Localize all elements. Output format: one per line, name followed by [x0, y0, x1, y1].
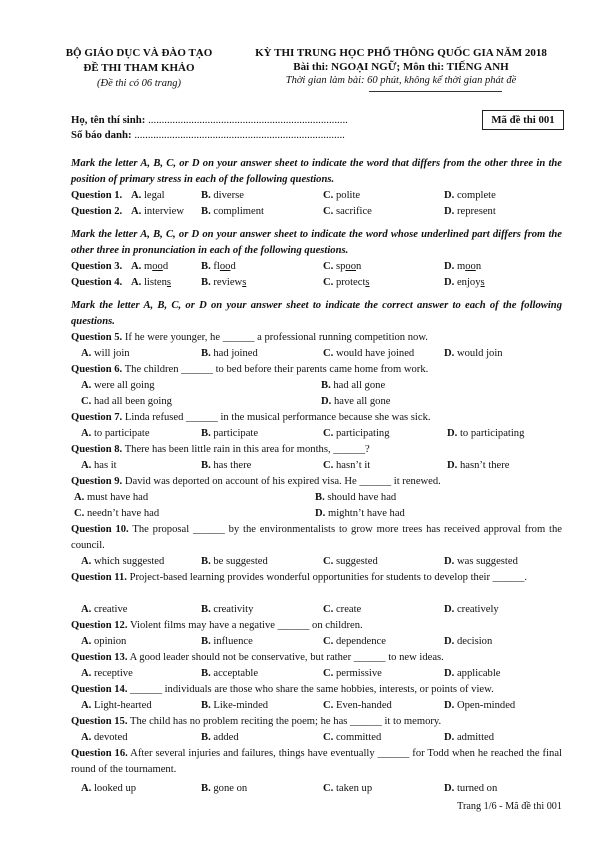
question-13-stem: Question 13. A good leader should not be conservative, but rather ______ to new ideas. [71, 652, 444, 663]
option-c: C. sacrifice [323, 206, 372, 217]
option-c: C. hasn’t it [323, 460, 371, 471]
exam-type: ĐỀ THI THAM KHẢO [83, 62, 195, 74]
candidate-name-dots: .......................................................................... [145, 114, 348, 126]
question-15-options [71, 730, 562, 746]
option-b: B. reviews [201, 277, 247, 288]
option-a: A. to participate [81, 428, 150, 439]
option-d: D. was suggested [444, 556, 518, 567]
question-9-stem: Question 9. David was deported on account of his expired visa. He ______ it renewed. [71, 476, 441, 487]
option-b: B. had joined [201, 348, 258, 359]
option-d: D. represent [444, 206, 496, 217]
page-footer: Trang 1/6 - Mã đề thi 001 [457, 801, 562, 812]
option-d: D. decision [444, 636, 493, 647]
option-b: B. participate [201, 428, 259, 439]
option-d: D. applicable [444, 668, 501, 679]
exam-subject: Bài thi: NGOẠI NGỮ; Môn thi: TIẾNG ANH [293, 61, 509, 73]
option-d: D. have all gone [321, 396, 391, 407]
question-16-stem: Question 16. After several injuries and failures, things have eventually ______ for Todd when he reached the final round of the tournament. [71, 748, 562, 775]
option-c: C. spoon [323, 261, 362, 272]
question-8-options [71, 458, 562, 474]
option-d: D. mightn’t have had [315, 508, 405, 519]
question-10-options [71, 554, 562, 570]
question-7-options [71, 426, 562, 442]
question-1 [71, 188, 562, 204]
question-14-stem: Question 14. ______ individuals are those who share the same hobbies, interests, or points of view. [71, 684, 494, 695]
option-a: A. Light-hearted [81, 700, 152, 711]
option-a: A. has it [81, 460, 117, 471]
question-15-stem: Question 15. The child has no problem reciting the poem; he has ______ it to memory. [71, 716, 442, 727]
candidate-name-label: Họ, tên thí sinh: [71, 114, 146, 126]
instruction-pronunciation: Mark the letter A, B, C, or D on your answer sheet to indicate the word whose underlined part differs from the other three in pronunciation in each of the following questions. [71, 229, 562, 256]
question-14-options [71, 698, 562, 714]
question-13-options [71, 666, 562, 682]
option-a: A. mood [131, 261, 169, 272]
exam-title: KỲ THI TRUNG HỌC PHỔ THÔNG QUỐC GIA NĂM 2018 [255, 47, 547, 59]
option-b: B. flood [201, 261, 236, 272]
question-12-options [71, 634, 562, 650]
option-c: C. create [323, 604, 362, 615]
ministry-name: BỘ GIÁO DỤC VÀ ĐÀO TẠO [65, 47, 213, 59]
option-c: C. dependence [323, 636, 386, 647]
option-a: A. interview [131, 206, 184, 217]
option-c: C. needn’t have had [74, 508, 160, 519]
question-8-stem: Question 8. There has been little rain in this area for months, ______? [71, 444, 370, 455]
question-11-options [71, 602, 562, 618]
question-label: Question 2. [71, 206, 123, 217]
option-b: B. acceptable [201, 668, 259, 679]
candidate-name-line [71, 114, 391, 126]
option-b: B. had all gone [321, 380, 386, 391]
option-a: A. listens [131, 277, 172, 288]
option-d: D. complete [444, 190, 496, 201]
question-5-stem: Question 5. If he were younger, he ______ a professional running competition now. [71, 332, 428, 343]
option-d: D. to participating [447, 428, 525, 439]
option-b: B. should have had [315, 492, 397, 503]
question-11-stem: Question 11. Project-based learning provides wonderful opportunities for students to develop their ______. [71, 572, 528, 583]
option-c: C. permissive [323, 668, 382, 679]
option-d: D. hasn’t there [447, 460, 510, 471]
pages-note: (Đề thi có 06 trang) [97, 78, 181, 89]
candidate-id-label: Số báo danh: [71, 129, 132, 141]
question-label: Question 1. [71, 190, 123, 201]
option-a: A. looked up [81, 783, 137, 794]
option-a: A. creative [81, 604, 128, 615]
instruction-stress: Mark the letter A, B, C, or D on your answer sheet to indicate the word that differs from the other three in the position of primary stress in each of the following questions. [71, 158, 562, 185]
question-7-stem: Question 7. Linda refused ______ in the musical performance because she was sick. [71, 412, 431, 423]
option-d: D. creatively [444, 604, 499, 615]
option-a: A. will join [81, 348, 130, 359]
question-5-options [71, 346, 562, 362]
question-10-stem: Question 10. The proposal ______ by the environmentalists to grow more trees has received approval from the council. [71, 524, 562, 551]
option-b: B. be suggested [201, 556, 268, 567]
option-c: C. polite [323, 190, 361, 201]
candidate-id-line [71, 129, 391, 141]
option-c: C. had all been going [81, 396, 172, 407]
option-c: C. suggested [323, 556, 378, 567]
option-d: D. admitted [444, 732, 495, 743]
question-label: Question 4. [71, 277, 123, 288]
header-left [50, 46, 228, 91]
header-right [236, 46, 566, 88]
time-note: Thời gian làm bài: 60 phút, không kể thời gian phát đề [285, 75, 517, 86]
option-d: D. enjoys [444, 277, 485, 288]
option-c: C. protects [323, 277, 370, 288]
option-b: B. compliment [201, 206, 264, 217]
option-c: C. would have joined [323, 348, 415, 359]
option-c: C. Even-handed [323, 700, 392, 711]
question-3 [71, 259, 562, 275]
option-b: B. diverse [201, 190, 244, 201]
option-a: A. receptive [81, 668, 133, 679]
option-d: D. moon [444, 261, 482, 272]
option-b: B. added [201, 732, 239, 743]
question-6-stem: Question 6. The children ______ to bed before their parents came home from work. [71, 364, 429, 375]
option-b: B. has there [201, 460, 252, 471]
question-6-options-row1 [71, 378, 562, 394]
option-a: A. must have had [74, 492, 149, 503]
question-2 [71, 204, 562, 220]
option-d: D. turned on [444, 783, 498, 794]
option-b: B. Like-minded [201, 700, 269, 711]
question-9-options-row2 [71, 506, 562, 522]
question-6-options-row2 [71, 394, 562, 410]
option-c: C. committed [323, 732, 382, 743]
question-16-options [71, 781, 562, 797]
option-a: A. which suggested [81, 556, 165, 567]
option-c: C. taken up [323, 783, 373, 794]
option-a: A. devoted [81, 732, 128, 743]
instruction-correct-answer: Mark the letter A, B, C, or D on your answer sheet to indicate the correct answer to each of the following questions. [71, 300, 562, 327]
question-9-options-row1 [71, 490, 562, 506]
option-a: A. legal [131, 190, 165, 201]
option-b: B. influence [201, 636, 253, 647]
header-rule [369, 91, 502, 92]
option-a: A. were all going [81, 380, 155, 391]
question-4 [71, 275, 562, 291]
candidate-id-dots: .............................................................................. [131, 129, 345, 141]
question-12-stem: Question 12. Violent films may have a negative ______ on children. [71, 620, 363, 631]
option-c: C. participating [323, 428, 390, 439]
option-b: B. gone on [201, 783, 248, 794]
option-a: A. opinion [81, 636, 127, 647]
option-d: D. would join [444, 348, 503, 359]
option-b: B. creativity [201, 604, 254, 615]
option-d: D. Open-minded [444, 700, 516, 711]
question-label: Question 3. [71, 261, 123, 272]
exam-code-box: Mã đề thi 001 [482, 110, 564, 130]
